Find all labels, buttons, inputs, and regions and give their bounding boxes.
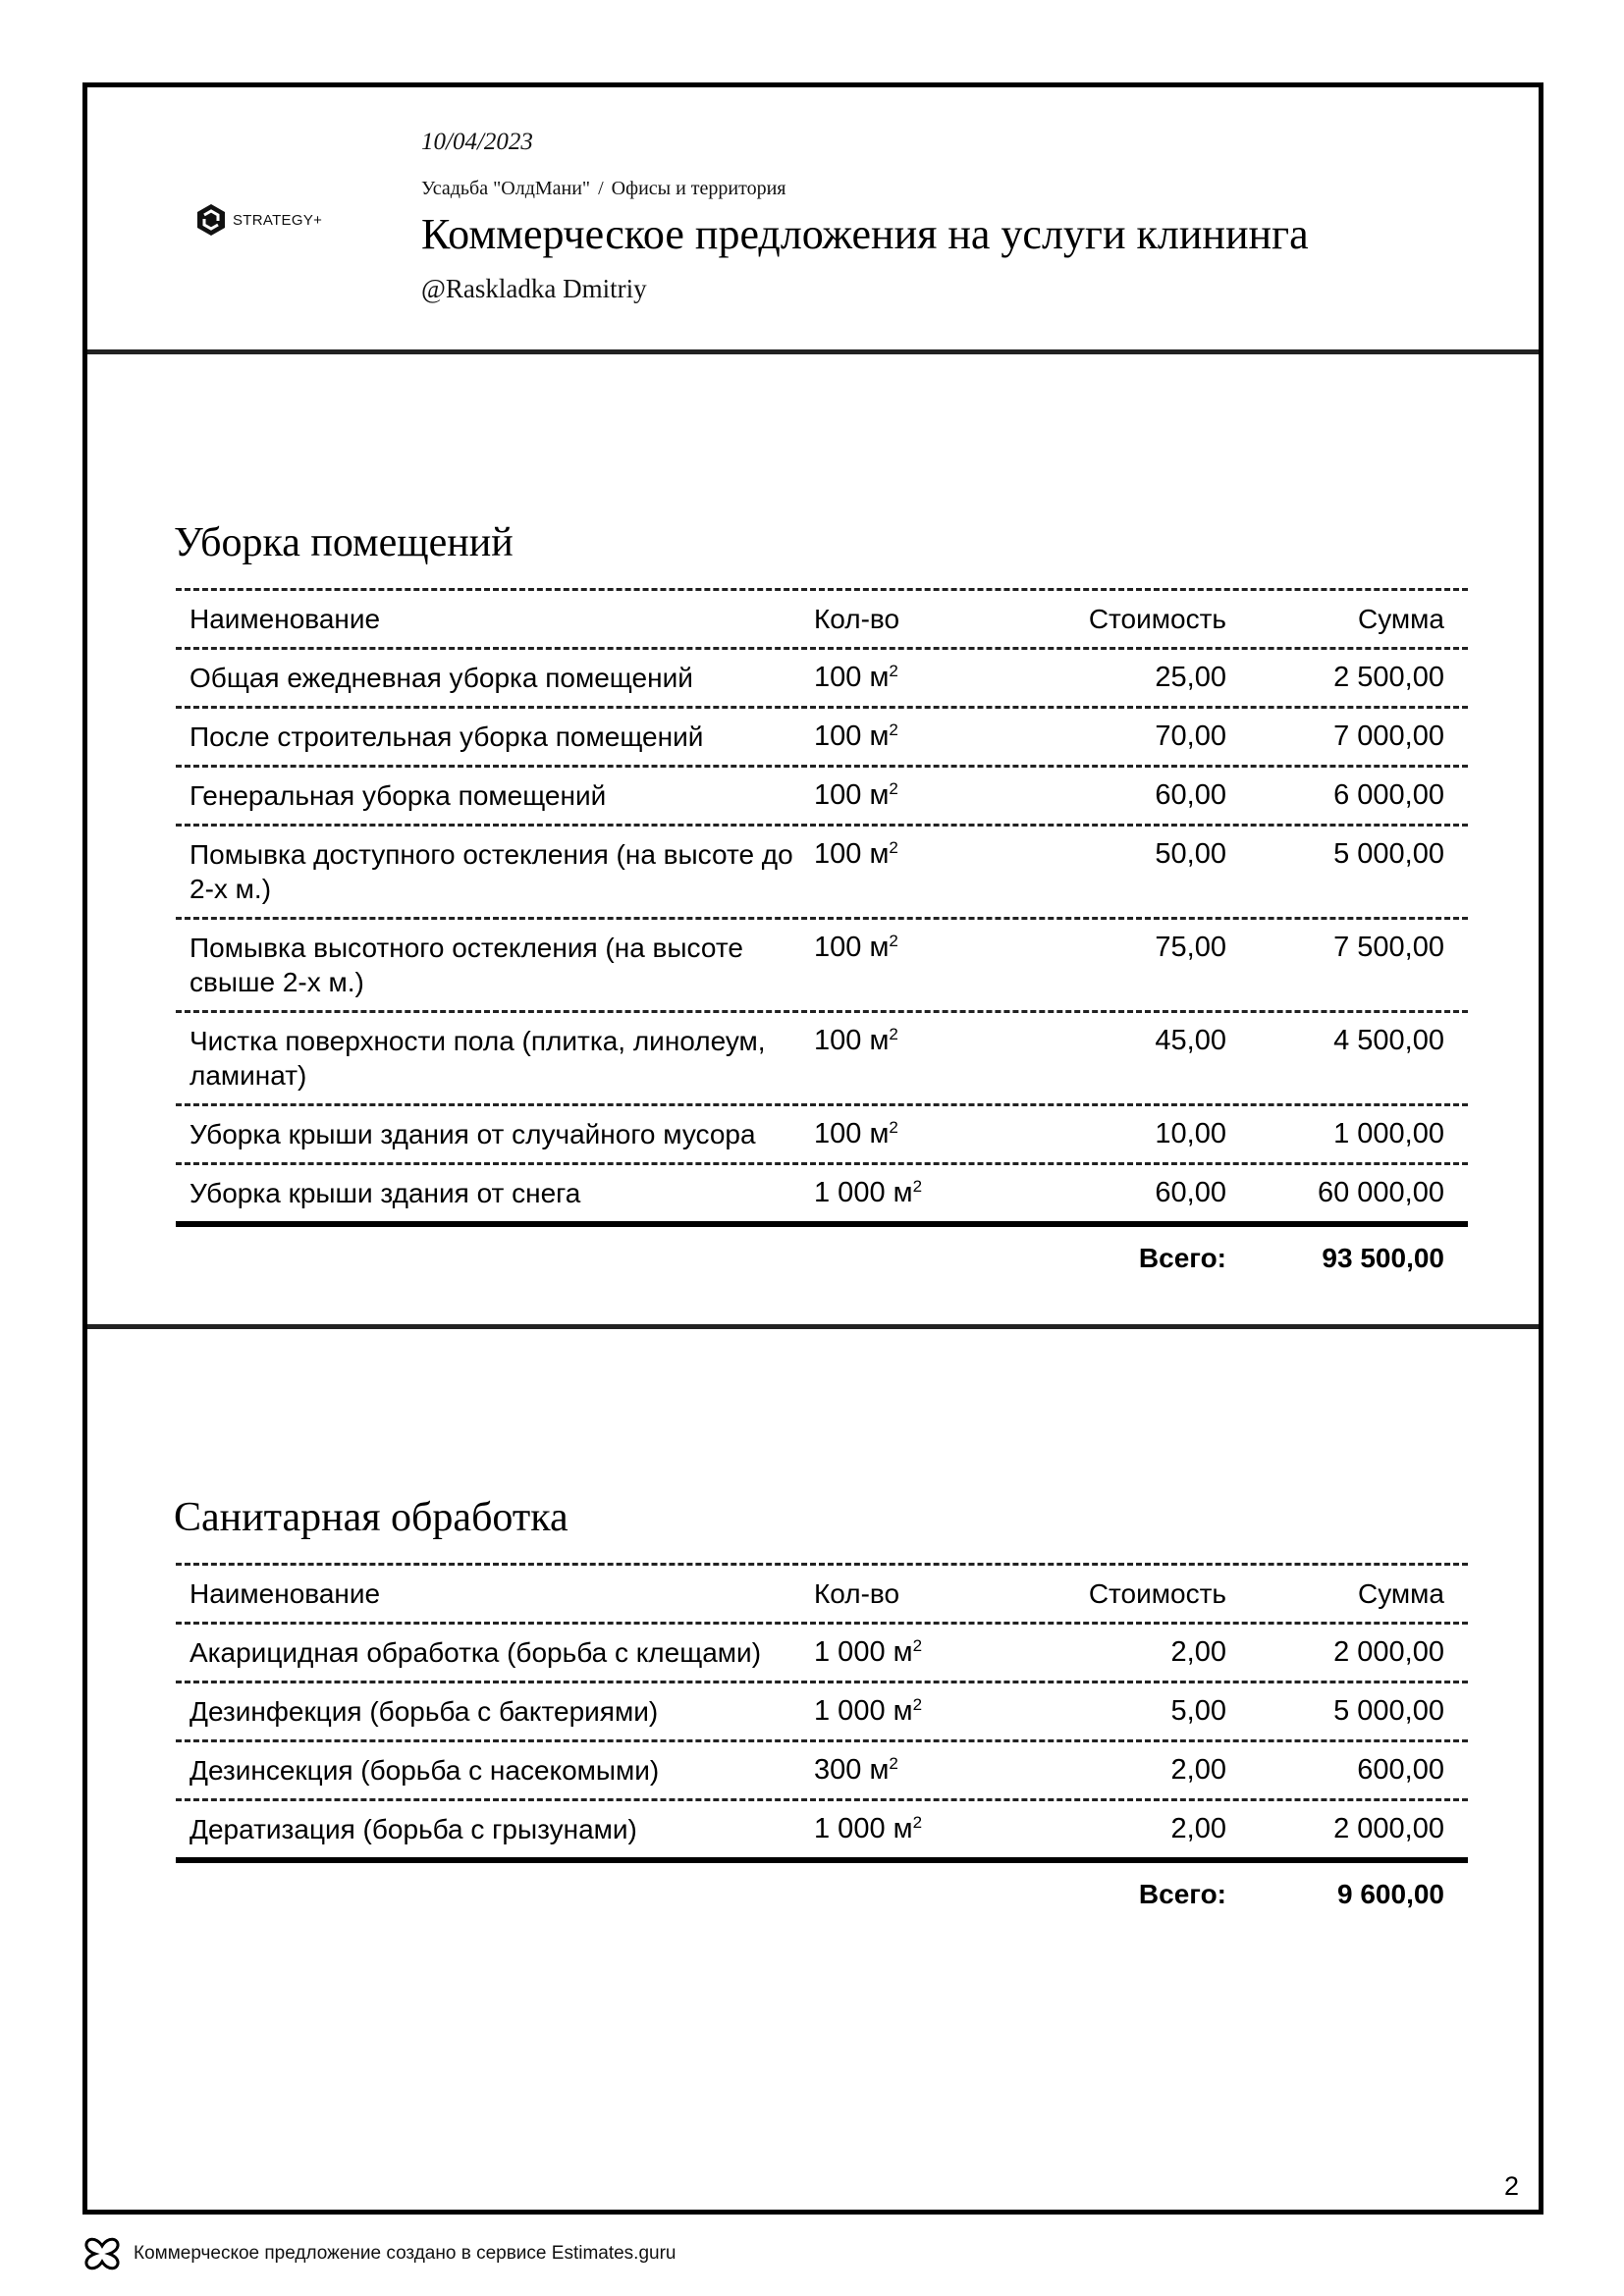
total-row	[176, 1863, 1468, 1910]
column-header-sum: Сумма	[1358, 604, 1444, 634]
service-name: Общая ежедневная уборка помещений	[189, 663, 693, 693]
table-row	[176, 1103, 1468, 1162]
table-row	[176, 1798, 1468, 1857]
service-price: 2,00	[1170, 1754, 1226, 1786]
service-qty: 100 $м^2$	[814, 721, 898, 752]
service-name: Уборка крыши здания от случайного мусора	[189, 1119, 756, 1149]
service-price: 60,00	[1155, 1177, 1226, 1208]
service-price: 70,00	[1155, 721, 1226, 752]
service-price: 50,00	[1155, 838, 1226, 870]
service-name: Дезинфекция (борьба с бактериями)	[189, 1696, 659, 1727]
service-qty: 1 000 $м^2$	[814, 1177, 923, 1208]
service-name: Дератизация (борьба с грызунами)	[189, 1814, 637, 1844]
section-room-cleaning	[87, 354, 1539, 1329]
document-header	[87, 87, 1539, 354]
service-price: 45,00	[1155, 1025, 1226, 1056]
service-qty: 1 000 $м^2$	[814, 1695, 923, 1727]
service-sum: 7 500,00	[1333, 932, 1444, 963]
service-name: Уборка крыши здания от снега	[189, 1178, 581, 1208]
total-value: 93 500,00	[1322, 1243, 1444, 1273]
service-price: 75,00	[1155, 932, 1226, 963]
service-qty: 100 $м^2$	[814, 779, 898, 811]
service-name: Чистка поверхности пола (плитка, линолеум, ламинат)	[189, 1026, 766, 1091]
table-row	[176, 824, 1468, 917]
table-row	[176, 1010, 1468, 1103]
service-price: 60,00	[1155, 779, 1226, 811]
total-label: Всего:	[1138, 1879, 1226, 1909]
service-name: Акарицидная обработка (борьба с клещами)	[189, 1637, 762, 1668]
breadcrumb-separator: /	[598, 178, 604, 199]
service-sum: 1 000,00	[1333, 1118, 1444, 1149]
service-sum: 2 000,00	[1333, 1636, 1444, 1668]
service-price: 5,00	[1170, 1695, 1226, 1727]
service-sum: 2 500,00	[1333, 662, 1444, 693]
service-qty: 300 $м^2$	[814, 1754, 898, 1786]
service-qty: 1 000 $м^2$	[814, 1813, 923, 1844]
service-sum: 6 000,00	[1333, 779, 1444, 811]
service-price: 10,00	[1155, 1118, 1226, 1149]
document-title: Коммерческое предложения на услуги клининга	[421, 210, 1309, 258]
services-table	[176, 1563, 1468, 1910]
document-date: 10/04/2023	[421, 129, 533, 155]
column-header-sum: Сумма	[1358, 1578, 1444, 1609]
service-price: 25,00	[1155, 662, 1226, 693]
logo-text: STRATEGY+	[233, 211, 323, 229]
column-header-name: Наименование	[189, 1578, 381, 1609]
table-row	[176, 647, 1468, 706]
table-header-row	[176, 588, 1468, 647]
service-price: 2,00	[1170, 1636, 1226, 1668]
service-name: Помывка доступного остекления (на высоте до 2-х м.)	[189, 839, 793, 904]
column-header-qty: Кол-во	[814, 604, 900, 634]
table-row	[176, 917, 1468, 1010]
page-frame	[82, 82, 1543, 2215]
total-value: 9 600,00	[1337, 1879, 1444, 1909]
table-header-row	[176, 1563, 1468, 1622]
service-name: После строительная уборка помещений	[189, 721, 704, 752]
service-sum: 7 000,00	[1333, 721, 1444, 752]
service-qty: 100 $м^2$	[814, 662, 898, 693]
table-row	[176, 1162, 1468, 1221]
total-row	[176, 1227, 1468, 1274]
table-row	[176, 1681, 1468, 1739]
table-row	[176, 1622, 1468, 1681]
service-qty: 100 $м^2$	[814, 1118, 898, 1149]
column-header-qty: Кол-во	[814, 1578, 900, 1609]
services-table	[176, 588, 1468, 1274]
page-number: 2	[1503, 2171, 1519, 2201]
table-row	[176, 1739, 1468, 1798]
service-sum: 5 000,00	[1333, 838, 1444, 870]
service-price: 2,00	[1170, 1813, 1226, 1844]
service-qty: 1 000 $м^2$	[814, 1636, 923, 1668]
service-name: Дезинсекция (борьба с насекомыми)	[189, 1755, 660, 1786]
column-header-price: Стоимость	[1088, 1578, 1226, 1609]
footer-text: Коммерческое предложение создано в сервисе Estimates.guru	[134, 2243, 677, 2264]
total-label: Всего:	[1138, 1243, 1226, 1273]
service-qty: 100 $м^2$	[814, 1025, 898, 1056]
breadcrumb-item-estate[interactable]: Усадьба "ОлдМани"	[421, 178, 591, 199]
footer	[82, 2234, 676, 2273]
breadcrumb	[421, 178, 786, 200]
service-sum: 60 000,00	[1317, 1177, 1444, 1208]
service-qty: 100 $м^2$	[814, 932, 898, 963]
table-row	[176, 765, 1468, 824]
section-sanitary-treatment	[87, 1329, 1539, 2210]
company-logo	[195, 203, 322, 237]
service-sum: 2 000,00	[1333, 1813, 1444, 1844]
service-qty: 100 $м^2$	[814, 838, 898, 870]
breadcrumb-item-offices[interactable]: Офисы и территория	[611, 178, 786, 199]
section-title: Санитарная обработка	[174, 1495, 568, 1540]
hexagon-logo-icon	[195, 203, 227, 237]
estimates-clover-icon	[82, 2234, 122, 2273]
table-row	[176, 706, 1468, 765]
section-title: Уборка помещений	[174, 520, 514, 565]
service-sum: 5 000,00	[1333, 1695, 1444, 1727]
service-name: Генеральная уборка помещений	[189, 780, 607, 811]
document-author: @Raskladka Dmitriy	[421, 274, 647, 303]
service-sum: 600,00	[1357, 1754, 1444, 1786]
column-header-name: Наименование	[189, 604, 381, 634]
service-name: Помывка высотного остекления (на высоте свыше 2-х м.)	[189, 933, 743, 997]
service-sum: 4 500,00	[1333, 1025, 1444, 1056]
column-header-price: Стоимость	[1088, 604, 1226, 634]
